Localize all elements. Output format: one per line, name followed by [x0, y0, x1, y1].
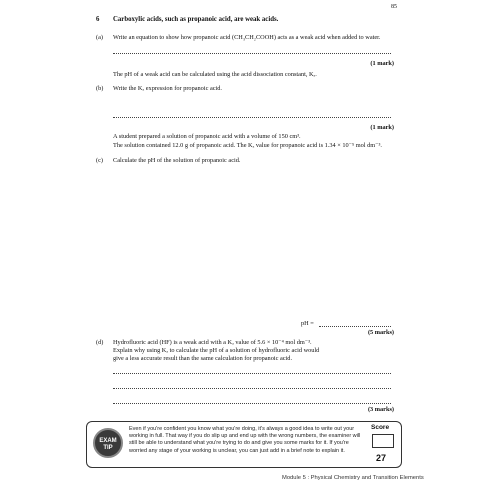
part-d-label: (d)	[96, 339, 104, 346]
part-d-line-2: Explain why using Kₐ to calculate the pH of a solution of hydrofluoric acid would	[113, 347, 320, 354]
part-b-label: (b)	[96, 85, 104, 92]
exam-tip-badge-line-1: EXAM	[99, 438, 117, 444]
part-c-label: (c)	[96, 157, 103, 164]
exam-tip-badge-line-2: TIP	[103, 445, 113, 451]
exam-tip-icon	[93, 428, 123, 458]
part-c-text: Calculate the pH of the solution of propanoic acid.	[113, 157, 241, 164]
solution-info-line-2: The solution contained 12.0 g of propanoic acid. The Kₐ value for propanoic acid is 1.34 × 10⁻⁵ mol dm⁻³.	[113, 142, 382, 149]
part-b-marks: (1 mark)	[370, 124, 394, 131]
part-c-marks: (5 marks)	[367, 329, 394, 336]
page-footer: Module 5 : Physical Chemistry and Transition Elements	[282, 475, 424, 481]
part-d-answer-line-3[interactable]	[113, 403, 391, 404]
part-a-answer-line[interactable]	[113, 53, 391, 54]
ka-note: The pH of a weak acid can be calculated using the acid dissociation constant, Kₐ.	[113, 71, 317, 78]
ph-answer-line[interactable]	[319, 326, 391, 327]
part-a-label: (a)	[96, 34, 103, 41]
score-input-box[interactable]	[372, 434, 394, 448]
question-number: 6	[96, 16, 100, 23]
part-d-answer-line-1[interactable]	[113, 373, 391, 374]
part-a-text: Write an equation to show how propanoic acid (CH₃CH₂COOH) acts as a weak acid when added to water.	[113, 34, 381, 41]
solution-info-line-1: A student prepared a solution of propanoic acid with a volume of 150 cm³.	[113, 133, 301, 140]
exam-tip-text: Even if you're confident you know what you're doing, it's always a good idea to write out your working in full. That way if you do slip up and end up with the wrong numbers, the examiner will still be able to understand what you're trying to do and give you some marks for it. If you're worried any stage of your working is unclear, you can just add in a brief note to explain it.	[129, 426, 361, 454]
part-b-answer-line[interactable]	[113, 117, 391, 118]
part-d-line-3: give a less accurate result than the same calculation for propanoic acid.	[113, 355, 293, 362]
part-b-text: Write the Kₐ expression for propanoic acid.	[113, 85, 223, 92]
ph-answer-prefix: pH =	[301, 320, 314, 327]
score-total: 27	[376, 453, 387, 463]
page-number: 85	[391, 4, 397, 10]
question-heading: Carboxylic acids, such as propanoic acid, are weak acids.	[113, 16, 279, 23]
part-d-answer-line-2[interactable]	[113, 388, 391, 389]
part-d-line-1: Hydrofluoric acid (HF) is a weak acid with a Kₐ value of 5.6 × 10⁻⁴ mol dm⁻³.	[113, 339, 312, 346]
part-d-marks: (3 marks)	[367, 406, 394, 413]
score-label: Score	[371, 424, 390, 431]
part-a-marks: (1 mark)	[370, 60, 394, 67]
